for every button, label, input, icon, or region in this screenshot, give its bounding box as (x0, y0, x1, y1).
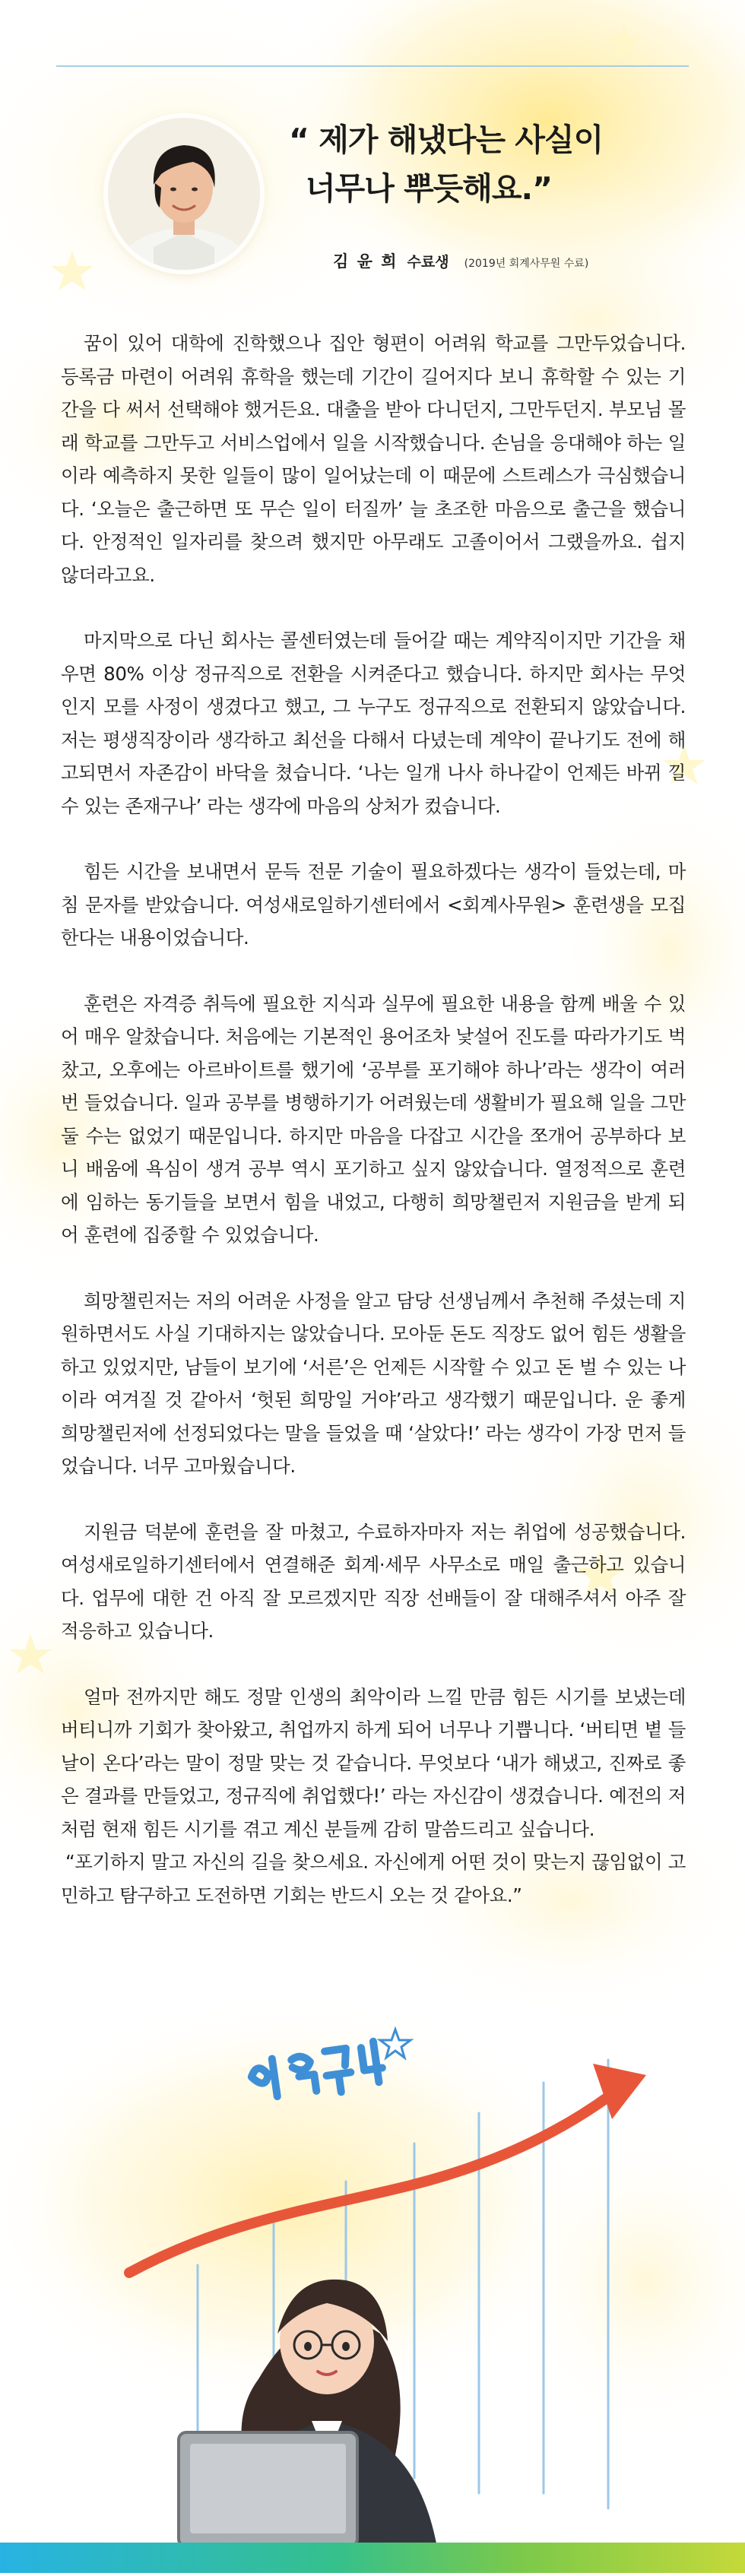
headline-line-2: 너무나 뿌듯해요.” (306, 170, 553, 207)
byline (333, 249, 588, 272)
rising-arrow-illustration-icon (0, 2022, 745, 2573)
paragraph: 희망챌린저는 저의 어려운 사정을 알고 담당 선생님께서 추천해 주셨는데 지원하면서도 사실 기대하지는 않았습니다. 모아둔 돈도 직장도 없어 힘든 생활을 하고 있었지만, 남들이 보기에 ‘서른’은 언제든 시작할 수 있고 돈 벌 수 있는 나이라 여겨질 것 같아서 ‘헛된 희망일 거야’라고 생각했기 때문입니다. 운 좋게 희망챌린저에 선정되었다는 말을 들었을 때 ‘살았다!’ 라는 생각이 가장 먼저 들었습니다. 너무 고마웠습니다. (61, 1289, 686, 1477)
headline-quote (289, 116, 684, 213)
paragraph: 꿈이 있어 대학에 진학했으나 집안 형편이 어려워 학교를 그만두었습니다. 등록금 마련이 어려워 휴학을 했는데 기간이 길어지다 보니 휴학할 수 있는 기간을 다 써서 선택해야 했거든요. 대출을 받아 다니던지, 그만두던지. 부모님 몰래 학교를 그만두고 서비스업에서 일을 시작했습니다. 손님을 응대해야 하는 일이라 예측하지 못한 일들이 많이 일어났는데 이 때문에 스트레스가 극심했습니다. ‘오늘은 출근하면 또 무슨 일이 터질까’ 늘 초조한 마음으로 출근을 했습니다. 안정적인 일자리를 찾으려 했지만 아무래도 고졸이어서 그랬을까요. 쉽지 않더라고요. (61, 332, 686, 586)
article-body (61, 327, 686, 1912)
portrait-photo-icon (108, 118, 260, 270)
happiness-curve-illustration (0, 2022, 745, 2573)
paragraph: 힘든 시간을 보내면서 문득 전문 기술이 필요하겠다는 생각이 들었는데, 마침 문자를 받았습니다. 여성새로일하기센터에서 <회계사무원> 훈련생을 모집한다는 내용이었습니다. (61, 860, 686, 949)
paragraph: 지원금 덕분에 훈련을 잘 마쳤고, 수료하자마자 저는 취업에 성공했습니다. 여성새로일하기센터에서 연결해준 회계·세무 사무소로 매일 출근하고 있습니다. 업무에 대한 건 아직 잘 모르겠지만 직장 선배들이 잘 대해주셔서 아주 잘 적응하고 있습니다. (61, 1520, 686, 1642)
paragraph: 훈련은 자격증 취득에 필요한 지식과 실무에 필요한 내용을 함께 배울 수 있어 매우 알찼습니다. 처음에는 기본적인 용어조차 낯설어 진도를 따라가기도 벅찼고, 오후에는 아르바이트를 했기에 ‘공부를 포기해야 하나’라는 생각이 여러 번 들었습니다. 일과 공부를 병행하기가 어려웠는데 생활비가 필요해 일을 그만둘 수는 없었기 때문입니다. 하지만 마음을 다잡고 시간을 쪼개어 공부하다 보니 배움에 욕심이 생겨 공부 역시 포기하고 싶지 않았습니다. 열정적으로 훈련에 임하는 동기들을 보면서 힘을 내었고, 다행히 희망챌린저 지원금을 받게 되어 훈련에 집중할 수 있었습니다. (61, 992, 686, 1246)
author-note: (2019년 회계사무원 수료) (464, 258, 589, 270)
paragraph: 마지막으로 다닌 회사는 콜센터였는데 들어갈 때는 계약직이지만 기간을 채우면 80% 이상 정규직으로 전환을 시켜준다고 했습니다. 하지만 회사는 무엇인지 모를 사정이 생겼다고 했고, 그 누구도 정규직으로 전환되지 않았습니다. 저는 평생직장이라 생각하고 최선을 다해서 다녔는데 계약이 끝나기도 전에 해고되면서 자존감이 바닥을 쳤습니다. ‘나는 일개 나사 하나같이 언제든 바뀌 낄 수 있는 존재구나’ 라는 생각에 마음의 상처가 컸습니다. (61, 629, 686, 817)
paragraph: 얼마 전까지만 해도 정말 인생의 최악이라 느낄 만큼 힘든 시기를 보냈는데 버티니까 기회가 찾아왔고, 취업까지 하게 되어 너무나 기쁩니다. ‘버티면 볕 들 날이 온다’라는 말이 정말 맞는 것 같습니다. 무엇보다 ‘내가 해냈고, 진짜로 좋은 결과를 만들었고, 정규직에 취업했다!’ 라는 자신감이 생겼습니다. 예전의 저처럼 현재 힘든 시기를 겪고 계신 분들께 감히 말씀드리고 싶습니다. (61, 1685, 686, 1840)
closing-quote: “포기하지 말고 자신의 길을 찾으세요. 자신에게 어떤 것이 맞는지 끊임없이 고민하고 탐구하고 도전하면 기회는 반드시 오는 것 같아요.” (61, 1851, 686, 1906)
author-name: 김 윤 희 (333, 252, 398, 271)
headline-line-1: “ 제가 해냈다는 사실이 (289, 122, 604, 158)
avatar (108, 118, 260, 270)
interview-header (0, 0, 745, 304)
paragraph-with-quote (61, 1681, 686, 1912)
bottom-color-bar (0, 2543, 745, 2573)
author-role: 수료생 (407, 254, 449, 271)
